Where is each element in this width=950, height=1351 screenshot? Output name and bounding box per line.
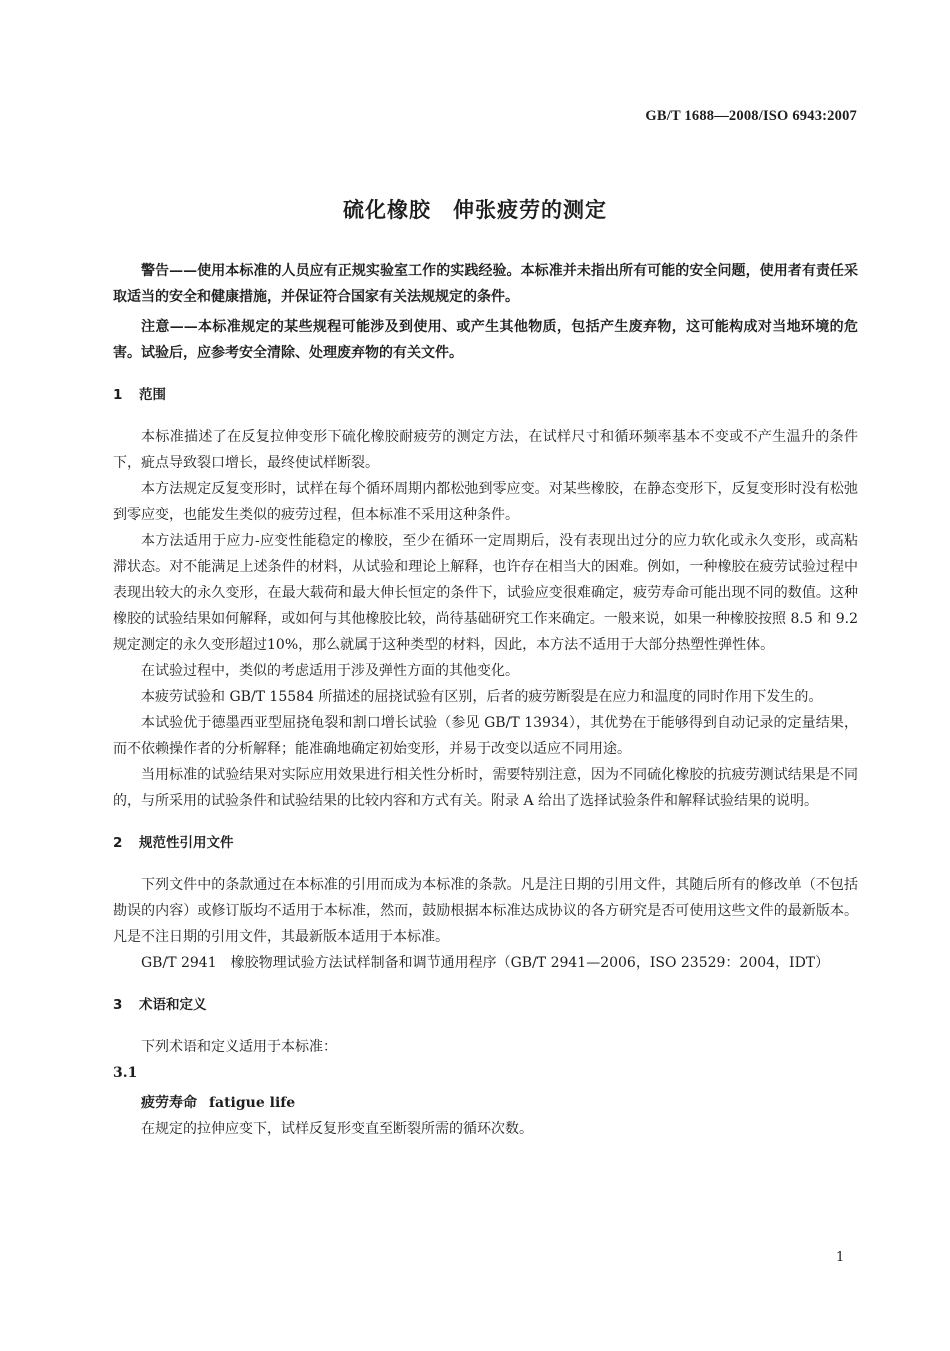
document-body xyxy=(113,258,858,1142)
clause-number: 3.1 xyxy=(113,1065,138,1081)
section-number: 2 xyxy=(113,835,123,851)
section-title: 术语和定义 xyxy=(139,997,207,1013)
section-title: 规范性引用文件 xyxy=(139,835,234,851)
term-definition: 在规定的拉伸应变下，试样反复形变直至断裂所需的循环次数。 xyxy=(141,1121,533,1137)
section-heading-terms xyxy=(113,992,858,1018)
page-number: 1 xyxy=(836,1250,845,1265)
reference-entry: GB/T 2941 橡胶物理试验方法试样制备和调节通用程序（GB/T 2941—2006，ISO 23529：2004，IDT） xyxy=(141,955,830,971)
notice-paragraph: 注意——本标准规定的某些规程可能涉及到使用、或产生其他物质，包括产生废弃物，这可能构成对当地环境的危害。试验后，应参考安全清除、处理废弃物的有关文件。 xyxy=(113,319,858,361)
section-heading-scope xyxy=(113,382,858,408)
scope-paragraph: 当用标准的试验结果对实际应用效果进行相关性分析时，需要特别注意，因为不同硫化橡胶的抗疲劳测试结果是不同的，与所采用的试验条件和试验结果的比较内容和方式有关。附录 A 给出了选择试验条件和解释试验结果的说明。 xyxy=(113,767,858,809)
scope-paragraph: 本标准描述了在反复拉伸变形下硫化橡胶耐疲劳的测定方法，在试样尺寸和循环频率基本不变或不产生温升的条件下，疵点导致裂口增长，最终使试样断裂。 xyxy=(113,429,858,471)
standard-code-header: GB/T 1688—2008/ISO 6943:2007 xyxy=(645,108,857,124)
scope-paragraph: 本方法规定反复变形时，试样在每个循环周期内都松弛到零应变。对某些橡胶，在静态变形下，反复变形时没有松弛到零应变，也能发生类似的疲劳过程，但本标准不采用这种条件。 xyxy=(113,481,858,523)
scope-paragraph: 本方法适用于应力-应变性能稳定的橡胶，至少在循环一定周期后，没有表现出过分的应力软化或永久变形，或高粘滞状态。对不能满足上述条件的材料，从试验和理论上解释，也许存在相当大的困难。例如，一种橡胶在疲劳试验过程中表现出较大的永久变形，在最大载荷和最大伸长恒定的条件下，试验应变很难确定，疲劳寿命可能出现不同的数值。这种橡胶的试验结果如何解释，或如何与其他橡胶比较，尚待基础研究工作来确定。一般来说，如果一种橡胶按照 8.5 和 9.2 规定测定的永久变形超过10%，那么就属于这种类型的材料，因此，本方法不适用于大部分热塑性弹性体。 xyxy=(113,533,858,653)
terms-intro: 下列术语和定义适用于本标准： xyxy=(141,1039,337,1055)
section-number: 3 xyxy=(113,997,123,1013)
term-english: fatigue life xyxy=(209,1095,296,1111)
section-title: 范围 xyxy=(139,387,166,403)
section-number: 1 xyxy=(113,387,123,403)
term-chinese: 疲劳寿命 xyxy=(141,1095,197,1111)
scope-paragraph: 本疲劳试验和 GB/T 15584 所描述的屈挠试验有区别，后者的疲劳断裂是在应力和温度的同时作用下发生的。 xyxy=(141,689,823,705)
term-heading xyxy=(113,1090,858,1116)
section-heading-normative-references xyxy=(113,830,858,856)
page-title: 硫化橡胶 伸张疲劳的测定 xyxy=(343,198,607,222)
warning-paragraph: 警告——使用本标准的人员应有正规实验室工作的实践经验。本标准并未指出所有可能的安全问题，使用者有责任采取适当的安全和健康措施，并保证符合国家有关法规规定的条件。 xyxy=(113,263,858,305)
scope-paragraph: 在试验过程中，类似的考虑适用于涉及弹性方面的其他变化。 xyxy=(141,663,519,679)
scope-paragraph: 本试验优于德墨西亚型屈挠龟裂和割口增长试验（参见 GB/T 13934），其优势在于能够得到自动记录的定量结果，而不依赖操作者的分析解释；能准确地确定初始变形，并易于改变以适应不同用途。 xyxy=(113,715,858,757)
references-paragraph: 下列文件中的条款通过在本标准的引用而成为本标准的条款。凡是注日期的引用文件，其随后所有的修改单（不包括勘误的内容）或修订版均不适用于本标准，然而，鼓励根据本标准达成协议的各方研究是否可使用这些文件的最新版本。凡是不注日期的引用文件，其最新版本适用于本标准。 xyxy=(113,877,858,945)
